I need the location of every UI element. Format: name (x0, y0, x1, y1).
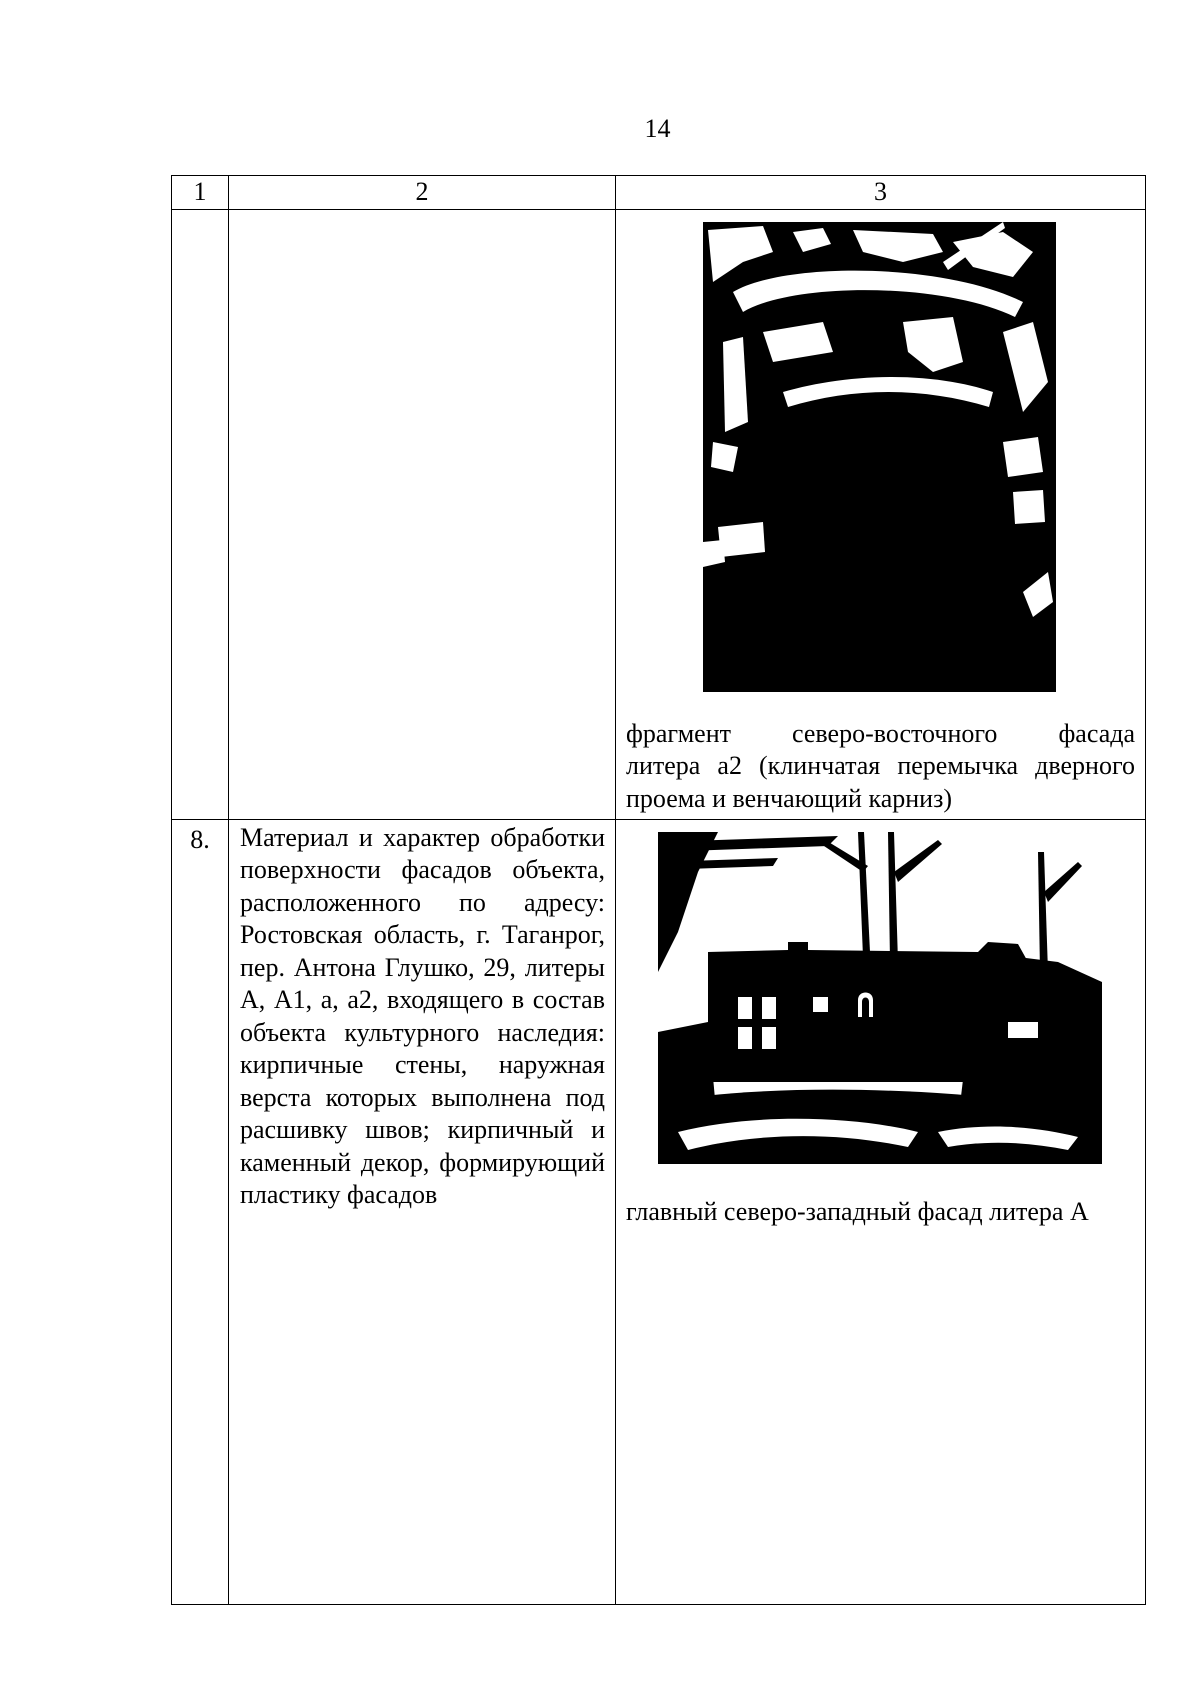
caption-line: фрагмент северо-восточного фасада (626, 718, 1135, 748)
row-number: 8. (172, 819, 229, 1604)
photo-caption: главный северо-западный фасад литера А (626, 1196, 1089, 1226)
table-row (172, 209, 1146, 819)
row-description (229, 209, 616, 819)
row-description: Материал и характер обработки поверхности фасадов объекта, расположенного по адресу: Ростовская область, г. Таганрог, пер. Антона Глушко, 29, литеры А, А1, а, а2, входящего в состав объекта культурного наследия: кирпичные стены, наружная верста которых выполнена под расшивку швов; кирпичный и каменный декор, формирующий пластику фасадов (229, 819, 616, 1604)
table-header-row (172, 176, 1146, 210)
photo-cell (616, 819, 1146, 1604)
main-facade-photo (658, 832, 1102, 1164)
document-table (171, 175, 1146, 1605)
header-cell-2: 2 (229, 176, 616, 210)
caption-line: проема и венчающий карниз) (626, 783, 953, 813)
table-row (172, 819, 1146, 1604)
page-number: 14 (644, 114, 671, 143)
facade-fragment-photo (703, 222, 1056, 692)
header-cell-3: 3 (616, 176, 1146, 210)
row-number (172, 209, 229, 819)
header-cell-1: 1 (172, 176, 229, 210)
caption-line: литера а2 (клинчатая перемычка дверного (626, 751, 1135, 780)
photo-caption (616, 718, 1145, 816)
photo-cell (616, 209, 1146, 819)
